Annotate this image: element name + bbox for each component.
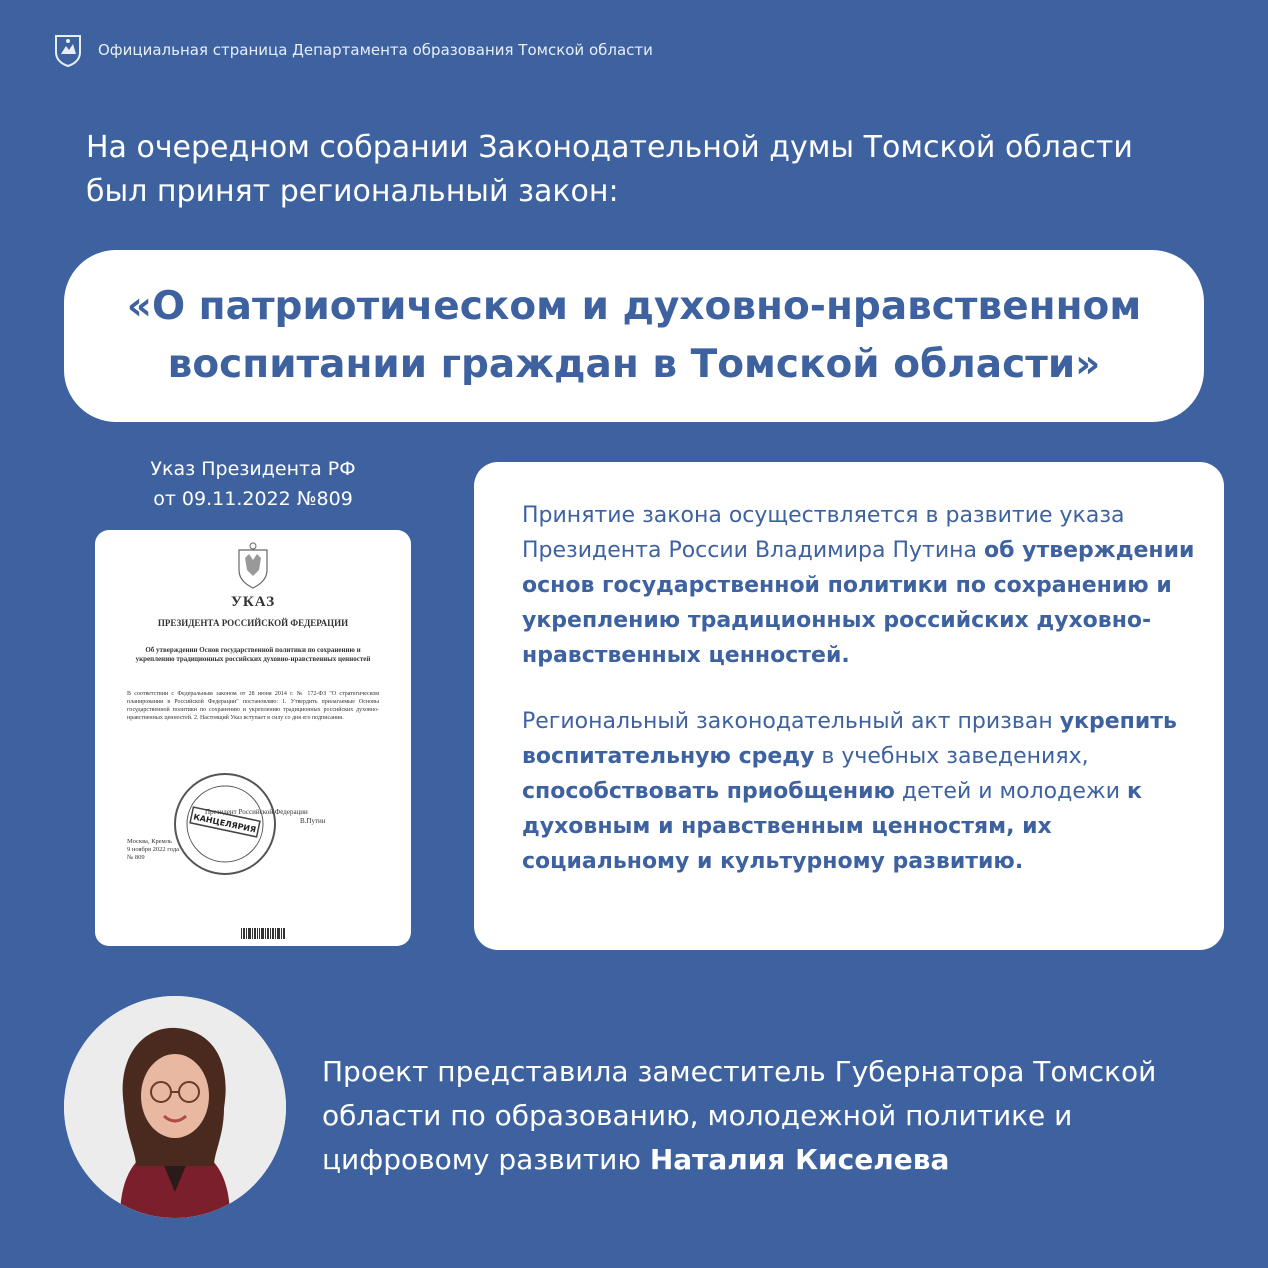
intro-line-1: На очередном собрании Законодательной думы Томской области	[86, 130, 1133, 165]
decree-caption-line-1: Указ Президента РФ	[150, 458, 356, 480]
description-paragraph-1	[522, 498, 1202, 673]
barcode-icon	[241, 928, 285, 942]
decree-title: УКАЗ	[230, 594, 276, 610]
decree-caption	[95, 454, 411, 514]
decree-number: № 809	[127, 854, 145, 861]
russia-coat-of-arms-icon	[231, 540, 275, 590]
decree-place-date	[127, 838, 179, 862]
p1-highlight: об утверждении основ государственной политики по сохранению и укреплению традиционных российских духовно-нравственных ценностей.	[522, 538, 1195, 668]
tomsk-emblem-icon	[50, 32, 86, 68]
stamp-text: КАНЦЕЛЯРИЯ	[192, 812, 257, 835]
decree-caption-line-2: от 09.11.2022 №809	[153, 488, 353, 510]
p2-text-3: детей и молодежи	[894, 779, 1127, 804]
presenter-name: Наталия Киселева	[649, 1143, 950, 1176]
law-title	[94, 278, 1174, 394]
p2-text-2: в учебных заведениях,	[814, 744, 1089, 769]
decree-date: 9 ноября 2022 года	[127, 846, 180, 853]
intro-line-2: был принят региональный закон:	[86, 174, 619, 209]
law-title-card	[64, 250, 1204, 422]
law-title-line-1: «О патриотическом и духовно-нравственном	[126, 284, 1142, 329]
portrait-photo	[64, 996, 286, 1218]
p2-highlight-2: способствовать приобщению	[522, 779, 895, 804]
p1-text: Принятие закона осуществляется в развитие указа Президента России Владимира Путина	[522, 503, 1125, 563]
decree-place: Москва, Кремль	[127, 838, 172, 845]
decree-body: В соответствии с Федеральным законом от 28 июня 2014 г. № 172-ФЗ "О стратегическом планировании в Российской Федерации" постановляю: 1. Утвердить прилагаемые Основы государственной политики по сохранению и укреплению традиционных российских духовно-нравственных ценностей. 2. Настоящий Указ вступает в силу со дня его подписания.	[127, 691, 379, 721]
page-header	[50, 30, 653, 70]
presenter-photo	[64, 996, 286, 1218]
p2-highlight-3: к духовным и нравственным ценностям, их социальному и культурному развитию.	[522, 779, 1142, 874]
intro-text	[86, 126, 1206, 214]
decree-document-image	[95, 530, 411, 946]
law-title-line-2: воспитании граждан в Томской области»	[167, 342, 1101, 387]
law-description-card	[474, 462, 1224, 950]
decree-subtitle: ПРЕЗИДЕНТА РОССИЙСКОЙ ФЕДЕРАЦИИ	[157, 618, 349, 628]
p2-highlight-1: укрепить воспитательную среду	[522, 709, 1177, 769]
p2-text-1: Региональный законодательный акт призван	[522, 709, 1060, 734]
decree-heading: Об утверждении Основ государственной политики по сохранению и укреплению традиционных российских духовно-нравственных ценностей	[135, 646, 371, 663]
description-paragraph-2	[522, 704, 1202, 879]
presenter-description: Проект представила заместитель Губернатора Томской области по образованию, молодежной политике и цифровому развитию	[322, 1055, 1157, 1176]
signature-name: В.Путин	[300, 817, 326, 825]
stamp-seal	[171, 770, 279, 878]
signature-title: Президент Российской Федерации	[205, 808, 308, 816]
header-title: Официальная страница Департамента образования Томской области	[98, 41, 653, 59]
presenter-text	[322, 1050, 1242, 1182]
